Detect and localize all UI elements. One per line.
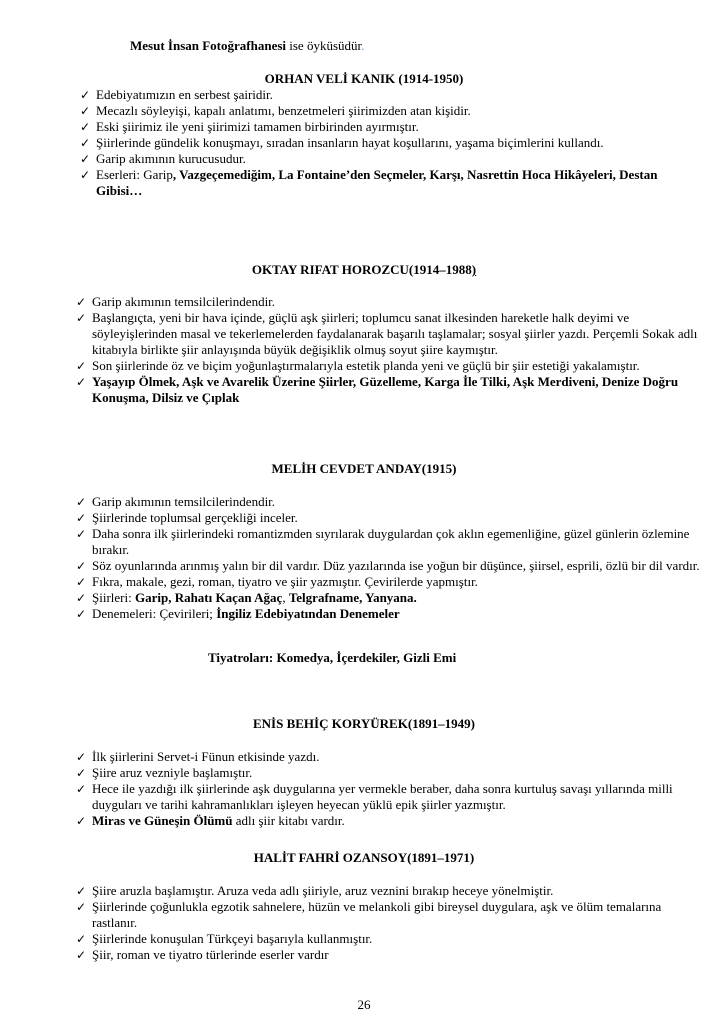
item-text: Daha sonra ilk şiirlerindeki romantizmden sıyrılarak duygulardan çok aklın egemenliğine, güzel günlerin özlemine bırakır. bbox=[92, 526, 690, 557]
section-title-enis-behic: ENİS BEHİÇ KORYÜREK(1891–1949) bbox=[252, 716, 475, 731]
list-item bbox=[76, 510, 706, 526]
list-item bbox=[76, 606, 706, 622]
intro-dot: . bbox=[361, 38, 365, 53]
list-item bbox=[76, 494, 706, 510]
list-item bbox=[76, 947, 706, 963]
list-item bbox=[76, 558, 706, 574]
check-icon: ✓ bbox=[76, 782, 87, 796]
check-icon: ✓ bbox=[76, 814, 87, 828]
list-enis-behic bbox=[76, 749, 706, 829]
item-bold: Garip, Rahatı Kaçan Ağaç bbox=[134, 590, 283, 605]
item-text: Şiirlerinde gündelik konuşmayı, sıradan insanların hayat koşullarını, yaşama biçimlerini kullandı. bbox=[96, 135, 604, 150]
list-item bbox=[80, 151, 700, 167]
item-text: Eski şiirimiz ile yeni şiirimizi tamamen birbirinden ayırmıştır. bbox=[96, 119, 419, 134]
section-title-orhan-veli: ORHAN VELİ KANIK (1914-1950) bbox=[264, 71, 464, 86]
list-orhan-veli bbox=[80, 87, 700, 199]
check-icon: ✓ bbox=[76, 575, 87, 589]
check-icon: ✓ bbox=[80, 168, 91, 182]
item-text: Şiirlerinde çoğunlukla egzotik sahnelere, hüzün ve melankoli gibi bireysel duygulara, aşk ve ölüm temalarına rastlanır. bbox=[92, 899, 662, 930]
item-text: Şiir, roman ve tiyatro türlerinde eserler vardır bbox=[92, 947, 329, 962]
item-text: Mecazlı söyleyişi, kapalı anlatımı, benzetmeleri şiirimizden atan kişidir. bbox=[96, 103, 471, 118]
item-text: İlk şiirlerini Servet-i Fünun etkisinde yazdı. bbox=[92, 749, 320, 764]
list-item bbox=[80, 119, 700, 135]
list-item bbox=[76, 358, 706, 374]
item-text-2: , bbox=[282, 590, 289, 605]
check-icon: ✓ bbox=[76, 750, 87, 764]
item-bold: Yaşayıp Ölmek, Aşk ve Avarelik Üzerine Şiirler, Güzelleme, Karga İle Tilki, Aşk Merdiveni, Denize Doğru Konuşma, Dilsiz ve Çıplak bbox=[92, 374, 679, 405]
list-item bbox=[76, 574, 706, 590]
check-icon: ✓ bbox=[76, 311, 87, 325]
item-text: Garip akımının temsilcilerindendir. bbox=[92, 494, 276, 509]
section-title-oktay-rifat bbox=[0, 262, 728, 278]
item-text: Şiirleri: bbox=[92, 590, 135, 605]
check-icon: ✓ bbox=[76, 527, 87, 541]
theatre-works-line: Tiyatroları: Komedya, İçerdekiler, Gizli Emi bbox=[208, 650, 457, 665]
check-icon: ✓ bbox=[76, 359, 87, 373]
list-item bbox=[76, 749, 706, 765]
check-icon: ✓ bbox=[76, 948, 87, 962]
section-title-halit-fahri: HALİT FAHRİ OZANSOY(1891–1971) bbox=[253, 850, 475, 865]
check-icon: ✓ bbox=[80, 88, 91, 102]
item-bold: , Vazgeçemediğim, La Fontaine’den Seçmeler, Karşı, Nasrettin Hoca Hikâyeleri, Destan Gibisi… bbox=[96, 167, 658, 198]
check-icon: ✓ bbox=[76, 295, 87, 309]
check-icon: ✓ bbox=[76, 591, 87, 605]
item-text: Denemeleri: Çevirileri; bbox=[92, 606, 217, 621]
item-text: Şiire aruz vezniyle başlamıştır. bbox=[92, 765, 253, 780]
check-icon: ✓ bbox=[76, 884, 87, 898]
check-icon: ✓ bbox=[76, 766, 87, 780]
list-item bbox=[76, 590, 706, 606]
list-halit-fahri bbox=[76, 883, 706, 963]
intro-line bbox=[130, 38, 364, 54]
intro-rest: ise öyküsüdür bbox=[286, 38, 362, 53]
item-text: Garip akımının temsilcilerindendir. bbox=[92, 294, 276, 309]
list-item bbox=[80, 167, 700, 199]
check-icon: ✓ bbox=[76, 932, 87, 946]
item-text-2: adlı şiir kitabı vardır. bbox=[232, 813, 345, 828]
list-item bbox=[76, 883, 706, 899]
check-icon: ✓ bbox=[76, 511, 87, 525]
list-item bbox=[80, 135, 700, 151]
item-bold: Miras ve Güneşin Ölümü bbox=[92, 813, 233, 828]
check-icon: ✓ bbox=[76, 900, 87, 914]
check-icon: ✓ bbox=[76, 559, 87, 573]
item-bold-2: Telgrafname, Yanyana. bbox=[288, 590, 417, 605]
check-icon: ✓ bbox=[76, 375, 87, 389]
list-oktay-rifat bbox=[76, 294, 706, 406]
check-icon: ✓ bbox=[76, 495, 87, 509]
check-icon: ✓ bbox=[80, 152, 91, 166]
title-end: ) bbox=[471, 262, 477, 277]
list-item bbox=[80, 103, 700, 119]
item-text: Fıkra, makale, gezi, roman, tiyatro ve şiir yazmıştır. Çevirilerde yapmıştır. bbox=[92, 574, 478, 589]
item-text: Edebiyatımızın en serbest şairidir. bbox=[96, 87, 273, 102]
check-icon: ✓ bbox=[80, 120, 91, 134]
check-icon: ✓ bbox=[76, 607, 87, 621]
item-text: Şiirlerinde konuşulan Türkçeyi başarıyla kullanmıştır. bbox=[92, 931, 373, 946]
item-text: Hece ile yazdığı ilk şiirlerinde aşk duygularına yer vermekle beraber, daha sonra kurtuluş savaşı yıllarında milli duyguları ve tarihi kahramanlıkları işleyen heyecan yüklü epik şiirler yazmıştır. bbox=[92, 781, 673, 812]
list-item bbox=[76, 526, 706, 558]
list-item bbox=[76, 294, 706, 310]
list-item bbox=[76, 765, 706, 781]
list-item bbox=[76, 374, 706, 406]
item-text: Söz oyunlarında arınmış yalın bir dil vardır. Düz yazılarında ise yoğun bir düşünce, şiirsel, esprili, özlü bir dil vardır. bbox=[92, 558, 700, 573]
list-item bbox=[76, 899, 706, 931]
list-melih-cevdet bbox=[76, 494, 706, 622]
check-icon: ✓ bbox=[80, 136, 91, 150]
title-main: OKTAY RIFAT HOROZCU(1914–1988 bbox=[251, 262, 472, 277]
item-text: Garip akımının kurucusudur. bbox=[96, 151, 246, 166]
item-text: Eserleri: Garip bbox=[96, 167, 173, 182]
list-item bbox=[76, 813, 706, 829]
item-text: Son şiirlerinde öz ve biçim yoğunlaştırmalarıyla estetik planda yeni ve güçlü bir şiir estetiği yakalamıştır. bbox=[92, 358, 640, 373]
item-text: Şiirlerinde toplumsal gerçekliği inceler. bbox=[92, 510, 298, 525]
list-item bbox=[76, 931, 706, 947]
list-item bbox=[76, 310, 706, 358]
item-text: Şiire aruzla başlamıştır. Aruza veda adlı şiiriyle, aruz veznini bırakıp heceye yönelmiştir. bbox=[92, 883, 554, 898]
intro-name: Mesut İnsan Fotoğrafhanesi bbox=[130, 38, 287, 53]
section-title-melih-cevdet: MELİH CEVDET ANDAY(1915) bbox=[271, 461, 457, 476]
page-number: 26 bbox=[357, 997, 371, 1012]
list-item bbox=[80, 87, 700, 103]
item-bold: İngiliz Edebiyatından Denemeler bbox=[216, 606, 400, 621]
check-icon: ✓ bbox=[80, 104, 91, 118]
item-text: Başlangıçta, yeni bir hava içinde, güçlü aşk şiirleri; toplumcu sanat ilkesinden hareketle halk deyimi ve söyleyişlerinden masal ve tekerlemelerden faydalanarak başarılı taşlamalar; sosyal şiirler yazdı. Perçemli Sokak adlı kitabıyla birlikte şiir anlayışında büyük değişiklik olmuş soyut şiire kaymıştır. bbox=[92, 310, 698, 357]
list-item bbox=[76, 781, 706, 813]
